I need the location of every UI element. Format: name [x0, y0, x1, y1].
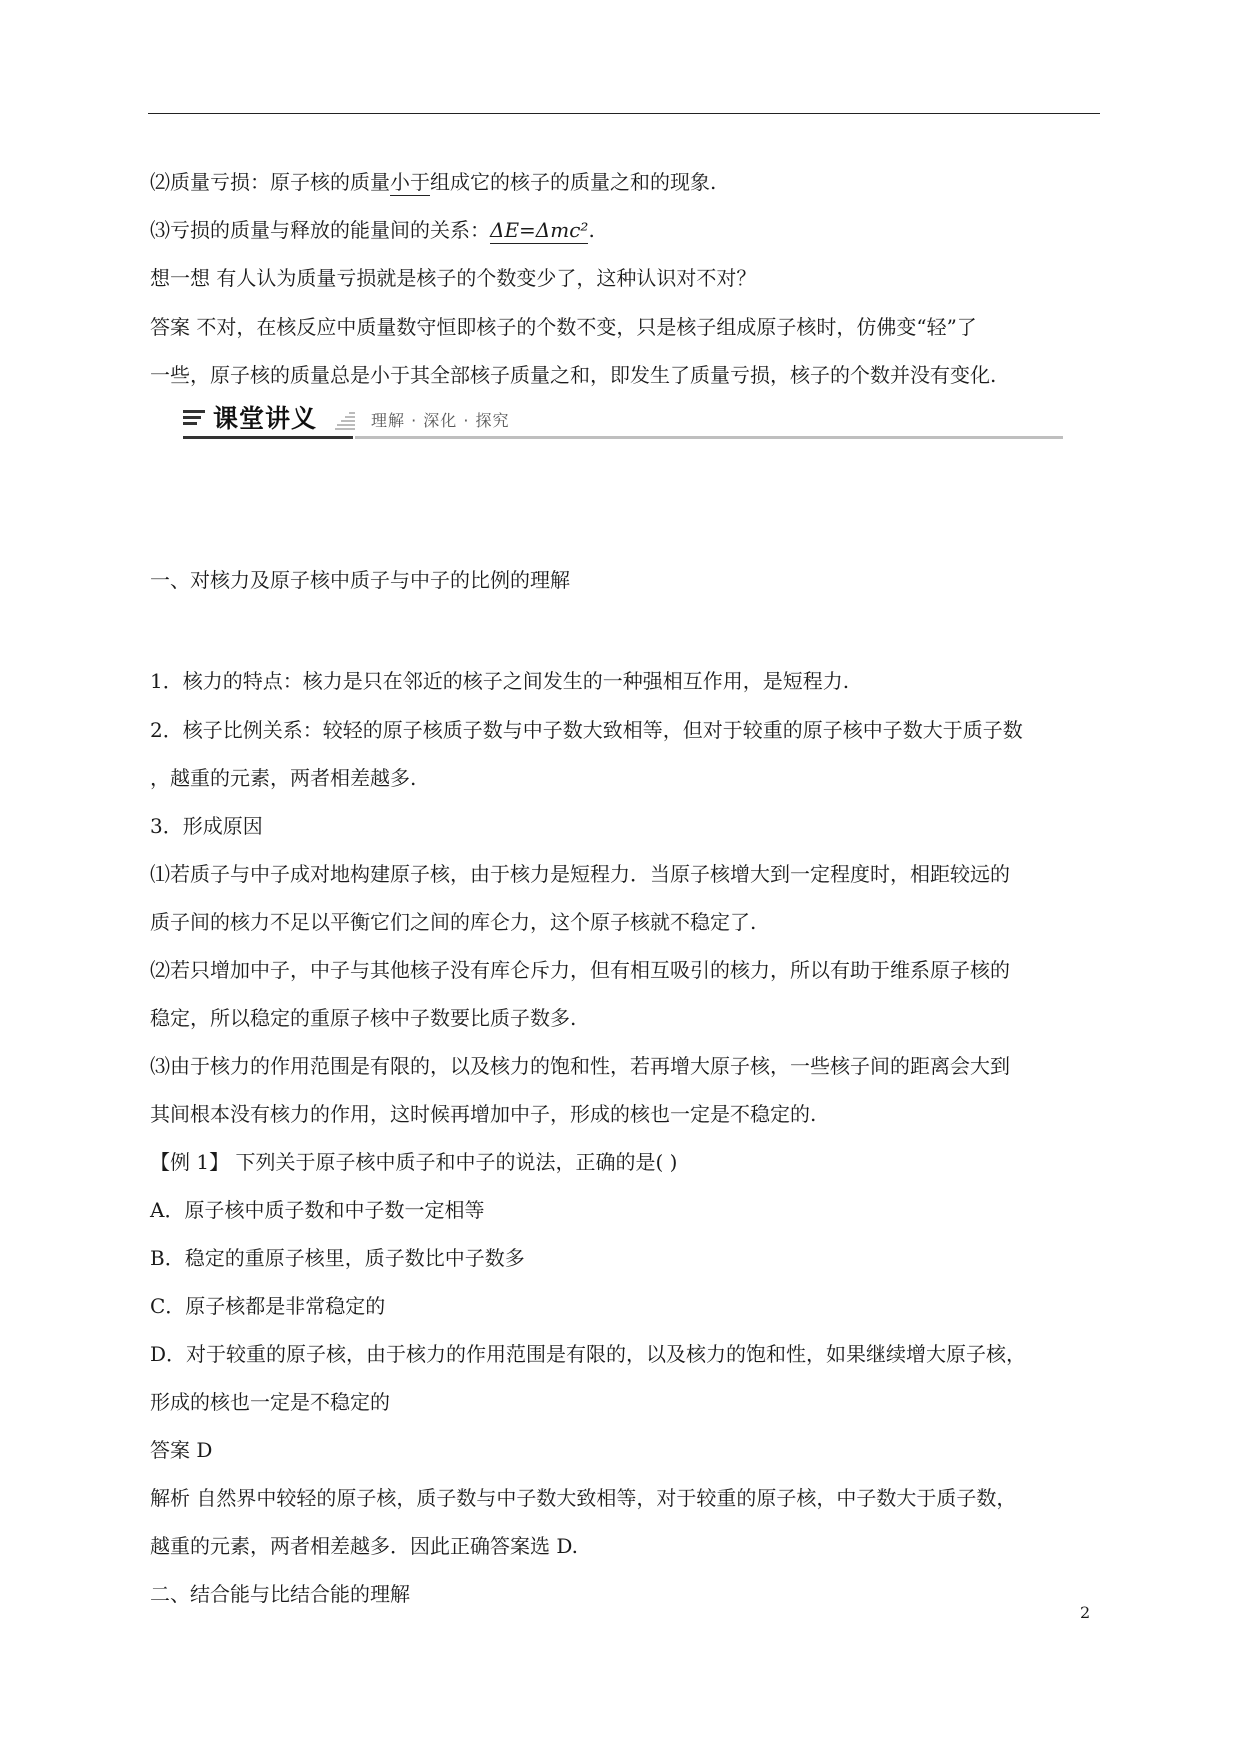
analysis: 解析 自然界中较轻的原子核，质子数与中子数大致相等，对于较重的原子核，中子数大于质子数，: [150, 1486, 1017, 1510]
text: 组成它的核子的质量之和的现象.: [430, 170, 717, 194]
page-number: 2: [1080, 1603, 1091, 1622]
think-answer-line-1: 答案 不对，在核反应中质量数守恒即核子的个数不变，只是核子组成原子核时，仿佛变“轻”了: [150, 315, 977, 339]
paragraph: 稳定，所以稳定的重原子核中子数要比质子数多.: [150, 1006, 577, 1030]
think-answer-line-2: 一些，原子核的质量总是小于其全部核子质量之和，即发生了质量亏损，核子的个数并没有变化.: [150, 363, 997, 387]
paragraph: 质子间的核力不足以平衡它们之间的库仑力，这个原子核就不稳定了.: [150, 910, 757, 934]
paragraph: ⑵若只增加中子，中子与其他核子没有库仑斥力，但有相互吸引的核力，所以有助于维系原子核的: [150, 958, 1010, 982]
formula: ΔE=Δmc²: [490, 218, 589, 242]
paragraph: 1．核力的特点：核力是只在邻近的核子之间发生的一种强相互作用，是短程力.: [150, 669, 850, 693]
paragraph: 3．形成原因: [150, 814, 263, 838]
section-stripes-icon: [183, 410, 205, 430]
header-rule: [148, 113, 1100, 114]
section-rule: [355, 436, 1063, 439]
paragraph: 其间根本没有核力的作用，这时候再增加中子，形成的核也一定是不稳定的.: [150, 1102, 817, 1126]
text: .: [588, 218, 595, 242]
option-d-continued: 形成的核也一定是不稳定的: [150, 1390, 390, 1414]
example-question: 【例 1】 下列关于原子核中质子和中子的说法，正确的是( ): [150, 1150, 678, 1174]
heading-1: 一、对核力及原子核中质子与中子的比例的理解: [150, 568, 570, 592]
option-c: C．原子核都是非常稳定的: [150, 1294, 386, 1318]
mass-defect-line: [150, 168, 1100, 196]
section-underline: [183, 436, 353, 439]
section-fade-icon: [335, 412, 355, 434]
underlined-answer: 小于: [390, 170, 430, 194]
paragraph: ⑴若质子与中子成对地构建原子核，由于核力是短程力．当原子核增大到一定程度时，相距较远的: [150, 862, 1010, 886]
option-b: B．稳定的重原子核里，质子数比中子数多: [150, 1246, 525, 1270]
section-banner: [183, 402, 1063, 442]
section-title: 课堂讲义: [213, 404, 318, 433]
text: ⑶亏损的质量与释放的能量间的关系：: [150, 218, 490, 242]
energy-relation-line: [150, 216, 1100, 244]
analysis-continued: 越重的元素，两者相差越多．因此正确答案选 D.: [150, 1534, 579, 1558]
answer: 答案 D: [150, 1438, 213, 1462]
option-a: A．原子核中质子数和中子数一定相等: [150, 1198, 485, 1222]
heading-2: 二、结合能与比结合能的理解: [150, 1582, 410, 1606]
think-question: 想一想 有人认为质量亏损就是核子的个数变少了，这种认识对不对？: [150, 266, 757, 290]
paragraph: ，越重的元素，两者相差越多.: [150, 766, 417, 790]
paragraph: ⑶由于核力的作用范围是有限的，以及核力的饱和性，若再增大原子核，一些核子间的距离会大到: [150, 1054, 1010, 1078]
section-subtitle: 理解 · 深化 · 探究: [371, 411, 510, 430]
text: ⑵质量亏损：原子核的质量: [150, 170, 390, 194]
paragraph: 2．核子比例关系：较轻的原子核质子数与中子数大致相等，但对于较重的原子核中子数大于质子数: [150, 718, 1023, 742]
option-d: D．对于较重的原子核，由于核力的作用范围是有限的，以及核力的饱和性，如果继续增大原子核，: [150, 1342, 1027, 1366]
